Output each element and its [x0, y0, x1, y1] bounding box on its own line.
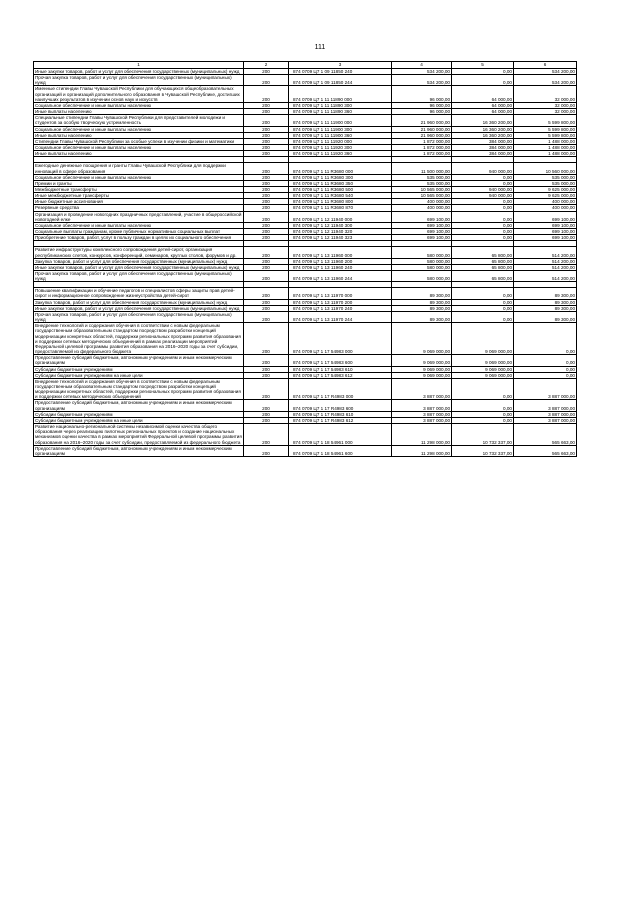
- row-executed-cell: 0,00: [452, 205, 514, 211]
- row-remainder-cell: 699 100,00: [514, 235, 577, 241]
- row-code-cell: 200: [244, 400, 289, 411]
- row-remainder-cell: 9 625 000,00: [514, 186, 577, 192]
- row-total-cell: 580 000,00: [392, 247, 452, 258]
- table-row: [34, 323, 577, 355]
- row-name-cell: Субсидии бюджетным учреждениям: [34, 411, 244, 417]
- row-executed-cell: 0,00: [452, 180, 514, 186]
- row-total-cell: 96 000,00: [392, 109, 452, 115]
- row-code-cell: 200: [244, 138, 289, 144]
- row-executed-cell: 16 360 200,00: [452, 126, 514, 132]
- row-remainder-cell: 1 488 000,00: [514, 138, 577, 144]
- row-kbk-cell: 874 0709 Ц7 1 13 11970 000: [289, 288, 392, 299]
- row-name-cell: Прочая закупка товаров, работ и услуг для обеспечения государственных (муниципальных) нужд: [34, 271, 244, 282]
- table-row: [34, 247, 577, 258]
- row-total-cell: 580 000,00: [392, 271, 452, 282]
- row-code-cell: 200: [244, 258, 289, 264]
- row-remainder-cell: 32 000,00: [514, 86, 577, 102]
- table-row: [34, 75, 577, 86]
- row-kbk-cell: 874 0709 Ц7 1 09 11850 240: [289, 69, 392, 75]
- row-kbk-cell: 874 0709 Ц7 1 11 11920 360: [289, 151, 392, 157]
- row-total-cell: 1 872 000,00: [392, 138, 452, 144]
- table-row: [34, 288, 577, 299]
- row-remainder-cell: 534 200,00: [514, 75, 577, 86]
- table-row: [34, 145, 577, 151]
- row-kbk-cell: 874 0709 Ц7 1 12 11940 323: [289, 235, 392, 241]
- row-total-cell: 9 069 000,00: [392, 366, 452, 372]
- row-remainder-cell: 0,00: [514, 323, 577, 355]
- row-code-cell: 200: [244, 424, 289, 446]
- row-name-cell: Предоставление субсидий бюджетным, автономным учреждениям и иным некоммерческим организациям: [34, 400, 244, 411]
- row-total-cell: 699 100,00: [392, 222, 452, 228]
- row-name-cell: Межбюджетные трансферты: [34, 186, 244, 192]
- row-kbk-cell: 874 0709 Ц7 1 13 11960 240: [289, 264, 392, 270]
- table-header-row: [34, 62, 577, 69]
- row-name-cell: Социальное обеспечение и иные выплаты населению: [34, 174, 244, 180]
- row-kbk-cell: 874 0709 Ц7 1 11 R3680 350: [289, 180, 392, 186]
- row-total-cell: 1 872 000,00: [392, 145, 452, 151]
- row-remainder-cell: 5 599 800,00: [514, 126, 577, 132]
- row-total-cell: 21 960 000,00: [392, 126, 452, 132]
- row-executed-cell: 0,00: [452, 400, 514, 411]
- row-remainder-cell: 3 887 000,00: [514, 417, 577, 423]
- row-executed-cell: 0,00: [452, 311, 514, 322]
- row-remainder-cell: 400 000,00: [514, 199, 577, 205]
- row-kbk-cell: 874 0709 Ц7 1 13 11960 000: [289, 247, 392, 258]
- table-row: [34, 311, 577, 322]
- row-executed-cell: 10 732 337,00: [452, 424, 514, 446]
- table-row: [34, 400, 577, 411]
- row-remainder-cell: 1 488 000,00: [514, 145, 577, 151]
- row-name-cell: Иные закупки товаров, работ и услуг для обеспечения государственных (муниципальных) нужд: [34, 264, 244, 270]
- row-remainder-cell: 89 300,00: [514, 299, 577, 305]
- row-remainder-cell: 565 663,00: [514, 445, 577, 456]
- row-code-cell: 200: [244, 247, 289, 258]
- row-remainder-cell: 514 200,00: [514, 258, 577, 264]
- row-code-cell: 200: [244, 115, 289, 126]
- row-remainder-cell: 89 300,00: [514, 311, 577, 322]
- row-remainder-cell: 0,00: [514, 355, 577, 366]
- row-code-cell: 200: [244, 205, 289, 211]
- row-name-cell: Иные межбюджетные трансферты: [34, 193, 244, 199]
- row-total-cell: 89 300,00: [392, 311, 452, 322]
- row-executed-cell: 0,00: [452, 211, 514, 222]
- table-row: [34, 264, 577, 270]
- page-number: 111: [314, 44, 326, 51]
- row-name-cell: Развитие национально-региональной системы независимой оценки качества общего образования через реализацию пилотных региональных проектов и создание национальных механизмов оценки качества в рамках мероприятий Федеральной целевой программы развития образования на 2016–2020 годы за счет субсидии, предоставляемой из федерального бюджета: [35, 424, 242, 445]
- row-kbk-cell: 874 0709 Ц7 1 11 R3680 300: [289, 174, 392, 180]
- row-kbk-cell: 874 0709 Ц7 1 17 54983 000: [289, 323, 392, 355]
- row-name-cell: Стипендии Главы Чувашской Республики за особые успехи в изучении физики и математики: [34, 138, 244, 144]
- row-total-cell: 9 069 000,00: [392, 372, 452, 378]
- row-executed-cell: 9 069 000,00: [452, 366, 514, 372]
- row-kbk-cell: 874 0709 Ц7 1 11 11890 300: [289, 102, 392, 108]
- row-executed-cell: 0,00: [452, 417, 514, 423]
- row-total-cell: 400 000,00: [392, 205, 452, 211]
- row-executed-cell: 64 000,00: [452, 86, 514, 102]
- row-total-cell: 3 887 000,00: [392, 411, 452, 417]
- row-remainder-cell: 5 599 800,00: [514, 115, 577, 126]
- row-total-cell: 89 300,00: [392, 288, 452, 299]
- row-kbk-cell: 874 0709 Ц7 1 17 R4983 600: [289, 400, 392, 411]
- row-kbk-cell: 874 0709 Ц7 1 11 R3680 000: [289, 163, 392, 174]
- row-name-cell: Резервные средства: [34, 205, 244, 211]
- row-total-cell: 11 298 000,00: [392, 445, 452, 456]
- row-code-cell: 200: [244, 180, 289, 186]
- row-total-cell: 9 069 000,00: [392, 355, 452, 366]
- column-header: 4: [392, 62, 452, 69]
- row-code-cell: 200: [244, 235, 289, 241]
- row-executed-cell: 0,00: [452, 222, 514, 228]
- row-total-cell: 699 100,00: [392, 211, 452, 222]
- row-name-cell: Иные закупки товаров, работ и услуг для обеспечения государственных (муниципальных) нужд: [34, 69, 244, 75]
- row-remainder-cell: 534 200,00: [514, 69, 577, 75]
- row-total-cell: 699 100,00: [392, 229, 452, 235]
- row-kbk-cell: 874 0709 Ц7 1 13 11970 240: [289, 305, 392, 311]
- table-row: [34, 445, 577, 456]
- table-row: [34, 372, 577, 378]
- row-kbk-cell: 874 0709 Ц7 1 11 R3680 870: [289, 205, 392, 211]
- row-remainder-cell: 699 100,00: [514, 211, 577, 222]
- row-executed-cell: 65 800,00: [452, 247, 514, 258]
- row-total-cell: 535 000,00: [392, 180, 452, 186]
- row-remainder-cell: 514 200,00: [514, 271, 577, 282]
- row-code-cell: 200: [244, 151, 289, 157]
- row-executed-cell: 0,00: [452, 199, 514, 205]
- row-executed-cell: 940 000,00: [452, 163, 514, 174]
- row-kbk-cell: 874 0709 Ц7 1 17 R4983 000: [289, 378, 392, 400]
- row-remainder-cell: 699 100,00: [514, 222, 577, 228]
- row-code-cell: 200: [244, 126, 289, 132]
- table-row: [34, 378, 577, 400]
- row-code-cell: 200: [244, 305, 289, 311]
- row-executed-cell: 0,00: [452, 235, 514, 241]
- row-name-cell: Прочая закупка товаров, работ и услуг для обеспечения государственных (муниципальных) нужд: [34, 75, 244, 86]
- row-name-cell: Иные бюджетные ассигнования: [34, 199, 244, 205]
- table-row: [34, 102, 577, 108]
- row-total-cell: 400 000,00: [392, 199, 452, 205]
- row-code-cell: 200: [244, 222, 289, 228]
- row-total-cell: 11 500 000,00: [392, 163, 452, 174]
- row-name-cell: Социальные выплаты гражданам, кроме публичных нормативных социальных выплат: [34, 229, 244, 235]
- row-code-cell: 200: [244, 199, 289, 205]
- row-total-cell: 21 960 000,00: [392, 115, 452, 126]
- row-total-cell: 11 298 000,00: [392, 424, 452, 446]
- row-code-cell: 200: [244, 163, 289, 174]
- row-code-cell: 200: [244, 211, 289, 222]
- row-kbk-cell: 874 0709 Ц7 1 18 54961 600: [289, 445, 392, 456]
- row-executed-cell: 0,00: [452, 229, 514, 235]
- row-kbk-cell: 874 0709 Ц7 1 17 R4983 612: [289, 417, 392, 423]
- row-remainder-cell: 32 000,00: [514, 109, 577, 115]
- row-total-cell: 580 000,00: [392, 264, 452, 270]
- row-kbk-cell: 874 0709 Ц7 1 12 11940 000: [289, 211, 392, 222]
- row-total-cell: 3 887 000,00: [392, 378, 452, 400]
- row-code-cell: 200: [244, 299, 289, 305]
- table-row: [34, 138, 577, 144]
- row-executed-cell: 384 000,00: [452, 138, 514, 144]
- row-total-cell: 21 960 000,00: [392, 132, 452, 138]
- row-remainder-cell: 32 000,00: [514, 102, 577, 108]
- row-kbk-cell: 874 0709 Ц7 1 13 11960 200: [289, 258, 392, 264]
- row-kbk-cell: 874 0709 Ц7 1 17 54983 610: [289, 366, 392, 372]
- row-total-cell: 1 872 000,00: [392, 151, 452, 157]
- row-remainder-cell: 89 300,00: [514, 288, 577, 299]
- row-executed-cell: 0,00: [452, 378, 514, 400]
- row-remainder-cell: 535 000,00: [514, 180, 577, 186]
- row-executed-cell: 65 800,00: [452, 271, 514, 282]
- row-remainder-cell: 3 887 000,00: [514, 400, 577, 411]
- row-executed-cell: 0,00: [452, 288, 514, 299]
- row-name-cell: Предоставление субсидий бюджетным, автономным учреждениям и иным некоммерческим организациям: [34, 355, 244, 366]
- column-header: 1: [34, 62, 244, 69]
- row-name-cell: Повышение квалификации и обучение педагогов и специалистов сферы защиты прав детей-сирот и информационное сопровождение жизнеустройства детей-сирот: [34, 288, 244, 299]
- row-kbk-cell: 874 0709 Ц7 1 09 11850 244: [289, 75, 392, 86]
- row-executed-cell: 940 000,00: [452, 193, 514, 199]
- row-executed-cell: 16 360 200,00: [452, 132, 514, 138]
- row-remainder-cell: 5 599 800,00: [514, 132, 577, 138]
- row-kbk-cell: 874 0709 Ц7 1 11 R3680 540: [289, 193, 392, 199]
- row-code-cell: 200: [244, 109, 289, 115]
- row-executed-cell: 9 069 000,00: [452, 323, 514, 355]
- row-total-cell: 96 000,00: [392, 86, 452, 102]
- row-total-cell: 580 000,00: [392, 258, 452, 264]
- table-row: [34, 258, 577, 264]
- row-executed-cell: 384 000,00: [452, 151, 514, 157]
- table-row: [34, 271, 577, 282]
- row-remainder-cell: 0,00: [514, 372, 577, 378]
- row-executed-cell: 16 360 200,00: [452, 115, 514, 126]
- row-code-cell: 200: [244, 378, 289, 400]
- table-row: [34, 424, 577, 446]
- row-total-cell: 10 565 000,00: [392, 186, 452, 192]
- row-kbk-cell: 874 0709 Ц7 1 11 11900 000: [289, 115, 392, 126]
- row-remainder-cell: 400 000,00: [514, 205, 577, 211]
- row-total-cell: 699 100,00: [392, 235, 452, 241]
- row-kbk-cell: 874 0709 Ц7 1 18 54961 000: [289, 424, 392, 446]
- row-remainder-cell: 9 625 000,00: [514, 193, 577, 199]
- row-code-cell: 200: [244, 355, 289, 366]
- row-executed-cell: 9 069 000,00: [452, 355, 514, 366]
- row-kbk-cell: 874 0709 Ц7 1 17 54983 600: [289, 355, 392, 366]
- table-row: [34, 115, 577, 126]
- row-executed-cell: 0,00: [452, 75, 514, 86]
- row-name-cell: Премии и гранты: [34, 180, 244, 186]
- table-row: [34, 355, 577, 366]
- row-code-cell: 200: [244, 288, 289, 299]
- row-code-cell: 200: [244, 417, 289, 423]
- row-name-cell: Организация и проведение новогодних праздничных представлений, участие в общероссийской новогодней елке: [34, 211, 244, 222]
- row-remainder-cell: 1 488 000,00: [514, 151, 577, 157]
- row-kbk-cell: 874 0709 Ц7 1 17 R4983 610: [289, 411, 392, 417]
- row-remainder-cell: 10 560 000,00: [514, 163, 577, 174]
- row-name-cell: Социальное обеспечение и иные выплаты населению: [34, 102, 244, 108]
- row-executed-cell: 940 000,00: [452, 186, 514, 192]
- row-executed-cell: 0,00: [452, 305, 514, 311]
- row-total-cell: 89 300,00: [392, 299, 452, 305]
- row-remainder-cell: 699 100,00: [514, 229, 577, 235]
- row-remainder-cell: 565 663,00: [514, 424, 577, 446]
- row-executed-cell: 0,00: [452, 69, 514, 75]
- row-executed-cell: 0,00: [452, 174, 514, 180]
- row-kbk-cell: 874 0709 Ц7 1 11 11890 360: [289, 109, 392, 115]
- row-total-cell: 535 000,00: [392, 174, 452, 180]
- row-code-cell: 200: [244, 366, 289, 372]
- row-name-cell: Иные закупки товаров, работ и услуг для обеспечения государственных (муниципальных) нужд: [34, 305, 244, 311]
- row-code-cell: 200: [244, 323, 289, 355]
- row-code-cell: 200: [244, 102, 289, 108]
- row-name-cell: Специальные стипендии Главы Чувашской Республики для представителей молодежи и студентов за особую творческую устремленность: [34, 115, 244, 126]
- row-name-cell: Внедрение технологий и содержания обучения в соответствии с новым федеральным государственным образовательным стандартом посредством разработки концепций модернизации конкретных областей, поддержки региональных программ развития образования и поддержки сетевых методических объединений в рамках реализации мероприятий Федеральной целевой программы развития образования на 2016–2020 годы за счет субсидии, предоставляемой из федерального бюджета: [34, 323, 244, 355]
- row-total-cell: 3 887 000,00: [392, 417, 452, 423]
- row-kbk-cell: 874 0709 Ц7 1 13 11970 200: [289, 299, 392, 305]
- row-remainder-cell: 0,00: [514, 366, 577, 372]
- row-name-cell: Предоставление субсидий бюджетным, автономным учреждениям и иным некоммерческим организациям: [34, 445, 244, 456]
- column-header: 5: [452, 62, 514, 69]
- row-name-cell: Развитие инфраструктуры комплексного сопровождения детей-сирот, организация республиканских слетов, конкурсов, конференций, семинаров, круглых столов, форумов и др.: [34, 247, 244, 258]
- table-row: [34, 86, 577, 102]
- row-total-cell: 534 200,00: [392, 75, 452, 86]
- row-total-cell: 9 069 000,00: [392, 323, 452, 355]
- row-kbk-cell: 874 0709 Ц7 1 11 11890 000: [289, 86, 392, 102]
- row-name-cell: Внедрение технологий и содержания обучения в соответствии с новым федеральным государственным образовательным стандартом посредством разработки концепций модернизации конкретных областей, поддержки региональных программ развития образования и поддержки сетевых методических объединений: [34, 378, 244, 400]
- row-executed-cell: 384 000,00: [452, 145, 514, 151]
- row-code-cell: 200: [244, 311, 289, 322]
- row-name-cell: Социальное обеспечение и иные выплаты населению: [34, 222, 244, 228]
- row-remainder-cell: 89 300,00: [514, 305, 577, 311]
- column-header: 2: [244, 62, 289, 69]
- row-name-cell: Ежегодные денежные поощрения и гранты Главы Чувашской Республики для поддержки инноваций в сфере образования: [34, 163, 244, 174]
- row-name-cell: Закупка товаров, работ и услуг для обеспечения государственных (муниципальных) нужд: [34, 258, 244, 264]
- table-row: [34, 211, 577, 222]
- row-kbk-cell: 874 0709 Ц7 1 13 11960 244: [289, 271, 392, 282]
- row-name-cell: Иные выплаты населению: [34, 109, 244, 115]
- row-executed-cell: 65 800,00: [452, 264, 514, 270]
- row-code-cell: 200: [244, 86, 289, 102]
- row-kbk-cell: 874 0709 Ц7 1 11 R3680 800: [289, 199, 392, 205]
- row-name-cell: Иные выплаты населению: [34, 132, 244, 138]
- row-kbk-cell: 874 0709 Ц7 1 11 11900 300: [289, 126, 392, 132]
- row-name-cell: Социальное обеспечение и иные выплаты населению: [34, 145, 244, 151]
- row-executed-cell: 0,00: [452, 299, 514, 305]
- row-remainder-cell: 514 200,00: [514, 264, 577, 270]
- row-kbk-cell: 874 0709 Ц7 1 12 11940 320: [289, 229, 392, 235]
- row-code-cell: 200: [244, 372, 289, 378]
- row-kbk-cell: 874 0709 Ц7 1 11 11920 300: [289, 145, 392, 151]
- row-executed-cell: 0,00: [452, 411, 514, 417]
- row-kbk-cell: 874 0709 Ц7 1 13 11970 244: [289, 311, 392, 322]
- row-code-cell: 200: [244, 445, 289, 456]
- column-header: 6: [514, 62, 577, 69]
- table-row: [34, 126, 577, 132]
- table-row: [34, 163, 577, 174]
- row-total-cell: 10 565 000,00: [392, 193, 452, 199]
- column-header: 3: [289, 62, 392, 69]
- row-name-cell: Приобретение товаров, работ, услуг в пользу граждан в целях их социального обеспечения: [34, 235, 244, 241]
- row-kbk-cell: 874 0709 Ц7 1 11 11900 360: [289, 132, 392, 138]
- row-total-cell: 89 300,00: [392, 305, 452, 311]
- row-executed-cell: 9 069 000,00: [452, 372, 514, 378]
- row-name-cell: Именные стипендии Главы Чувашской Республики для обучающихся общеобразовательных организаций и организаций дополнительного образования в Чувашской Республике, достигших наилучших результатов в изучении основ наук и искусств: [34, 86, 244, 102]
- row-executed-cell: 65 800,00: [452, 258, 514, 264]
- row-name-cell: Закупка товаров, работ и услуг для обеспечения государственных (муниципальных) нужд: [34, 299, 244, 305]
- row-code-cell: 200: [244, 229, 289, 235]
- row-kbk-cell: 874 0709 Ц7 1 17 54983 612: [289, 372, 392, 378]
- row-name-cell: Субсидии бюджетным учреждениям: [34, 366, 244, 372]
- row-remainder-cell: 3 887 000,00: [514, 378, 577, 400]
- row-name-cell: Социальное обеспечение и иные выплаты населению: [34, 126, 244, 132]
- row-remainder-cell: 514 200,00: [514, 247, 577, 258]
- row-executed-cell: 64 000,00: [452, 102, 514, 108]
- row-code-cell: 200: [244, 186, 289, 192]
- row-kbk-cell: 874 0709 Ц7 1 11 11920 000: [289, 138, 392, 144]
- row-code-cell: 200: [244, 411, 289, 417]
- row-code-cell: 200: [244, 271, 289, 282]
- row-code-cell: 200: [244, 132, 289, 138]
- row-name-cell: Иные выплаты населению: [34, 151, 244, 157]
- budget-table: [33, 61, 577, 457]
- row-code-cell: 200: [244, 69, 289, 75]
- row-executed-cell: 10 732 337,00: [452, 445, 514, 456]
- row-code-cell: 200: [244, 174, 289, 180]
- row-executed-cell: 64 000,00: [452, 109, 514, 115]
- row-kbk-cell: 874 0709 Ц7 1 11 R3680 500: [289, 186, 392, 192]
- row-remainder-cell: 3 887 000,00: [514, 411, 577, 417]
- row-name-cell: Прочая закупка товаров, работ и услуг для обеспечения государственных (муниципальных) нужд: [34, 311, 244, 322]
- row-name-cell: Субсидии бюджетным учреждениям на иные цели: [34, 372, 244, 378]
- row-code-cell: 200: [244, 264, 289, 270]
- row-total-cell: 96 000,00: [392, 102, 452, 108]
- row-code-cell: 200: [244, 145, 289, 151]
- row-remainder-cell: 535 000,00: [514, 174, 577, 180]
- row-total-cell: 3 887 000,00: [392, 400, 452, 411]
- row-code-cell: 200: [244, 193, 289, 199]
- row-total-cell: 534 200,00: [392, 69, 452, 75]
- row-code-cell: 200: [244, 75, 289, 86]
- row-kbk-cell: 874 0709 Ц7 1 12 11940 300: [289, 222, 392, 228]
- row-name-cell: Субсидии бюджетным учреждениям на иные цели: [34, 417, 244, 423]
